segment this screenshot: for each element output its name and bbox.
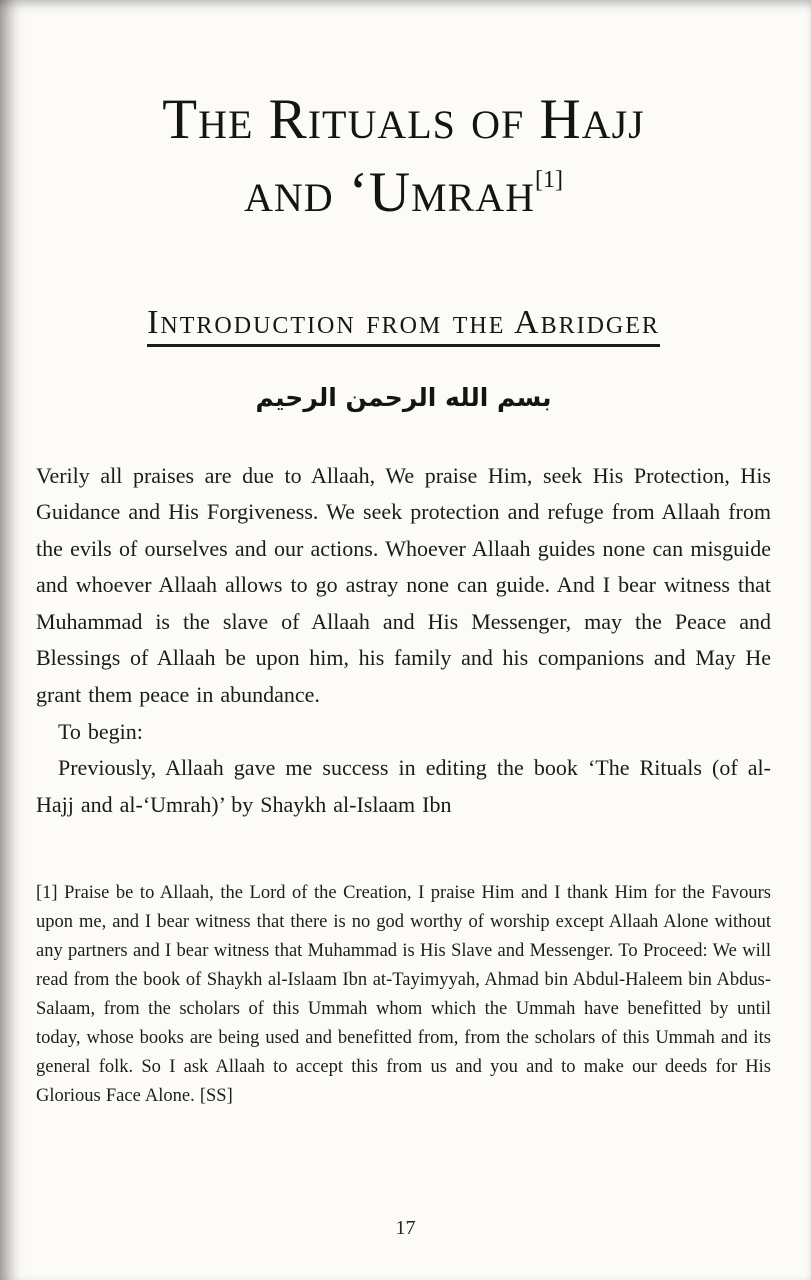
body-text (36, 458, 771, 823)
body-paragraph-1: Verily all praises are due to Allaah, We praise Him, seek His Protection, His Guidance and His Forgiveness. We seek protection and refuge from Allaah from the evils of ourselves and our actions. Whoever Allaah guides none can misguide and whoever Allaah allows to go astray none can guide. And I bear witness that Muhammad is the slave of Allaah and His Messenger, may the Peace and Blessings of Allaah be upon him, his family and his companions and May He grant them peace in abundance. (36, 462, 771, 707)
body-paragraph-2: To begin: (58, 718, 143, 744)
section-heading (36, 304, 771, 347)
title-line-2: and ‘Umrah (243, 160, 536, 224)
section-heading-text: Introduction from the Abridger (147, 304, 660, 347)
footnote-text: [1] Praise be to Allaah, the Lord of the Creation, I praise Him and I thank Him for the Favours upon me, and I bear witness that there is no god worthy of worship except Allaah Alone without any partners and I bear witness that Muhammad is His Slave and Messenger. To Proceed: We will read from the book of Shaykh al-Islaam Ibn at-Tayimyyah, Ahmad bin Abdul-Haleem bin Abdus-Salaam, from the scholars of this Ummah whom which the Ummah have benefitted by until today, whose books are being used and benefitted from, from the scholars of this Ummah and its general folk. So I ask Allaah to accept this from us and you and to make our deeds for His Glorious Face Alone. [SS] (36, 883, 771, 1106)
title-line-1: The Rituals of Hajj (162, 88, 645, 151)
bismillah-text: بسم الله الرحمن الرحيم (255, 382, 552, 412)
title-footnote-ref: [1] (535, 166, 564, 193)
page-title (36, 84, 771, 230)
page-number: 17 (395, 1217, 416, 1239)
body-paragraph-3: Previously, Allaah gave me success in editing the book ‘The Rituals (of al-Hajj and al-‘Umrah)’ by Shaykh al-Islaam Ibn (36, 755, 771, 817)
